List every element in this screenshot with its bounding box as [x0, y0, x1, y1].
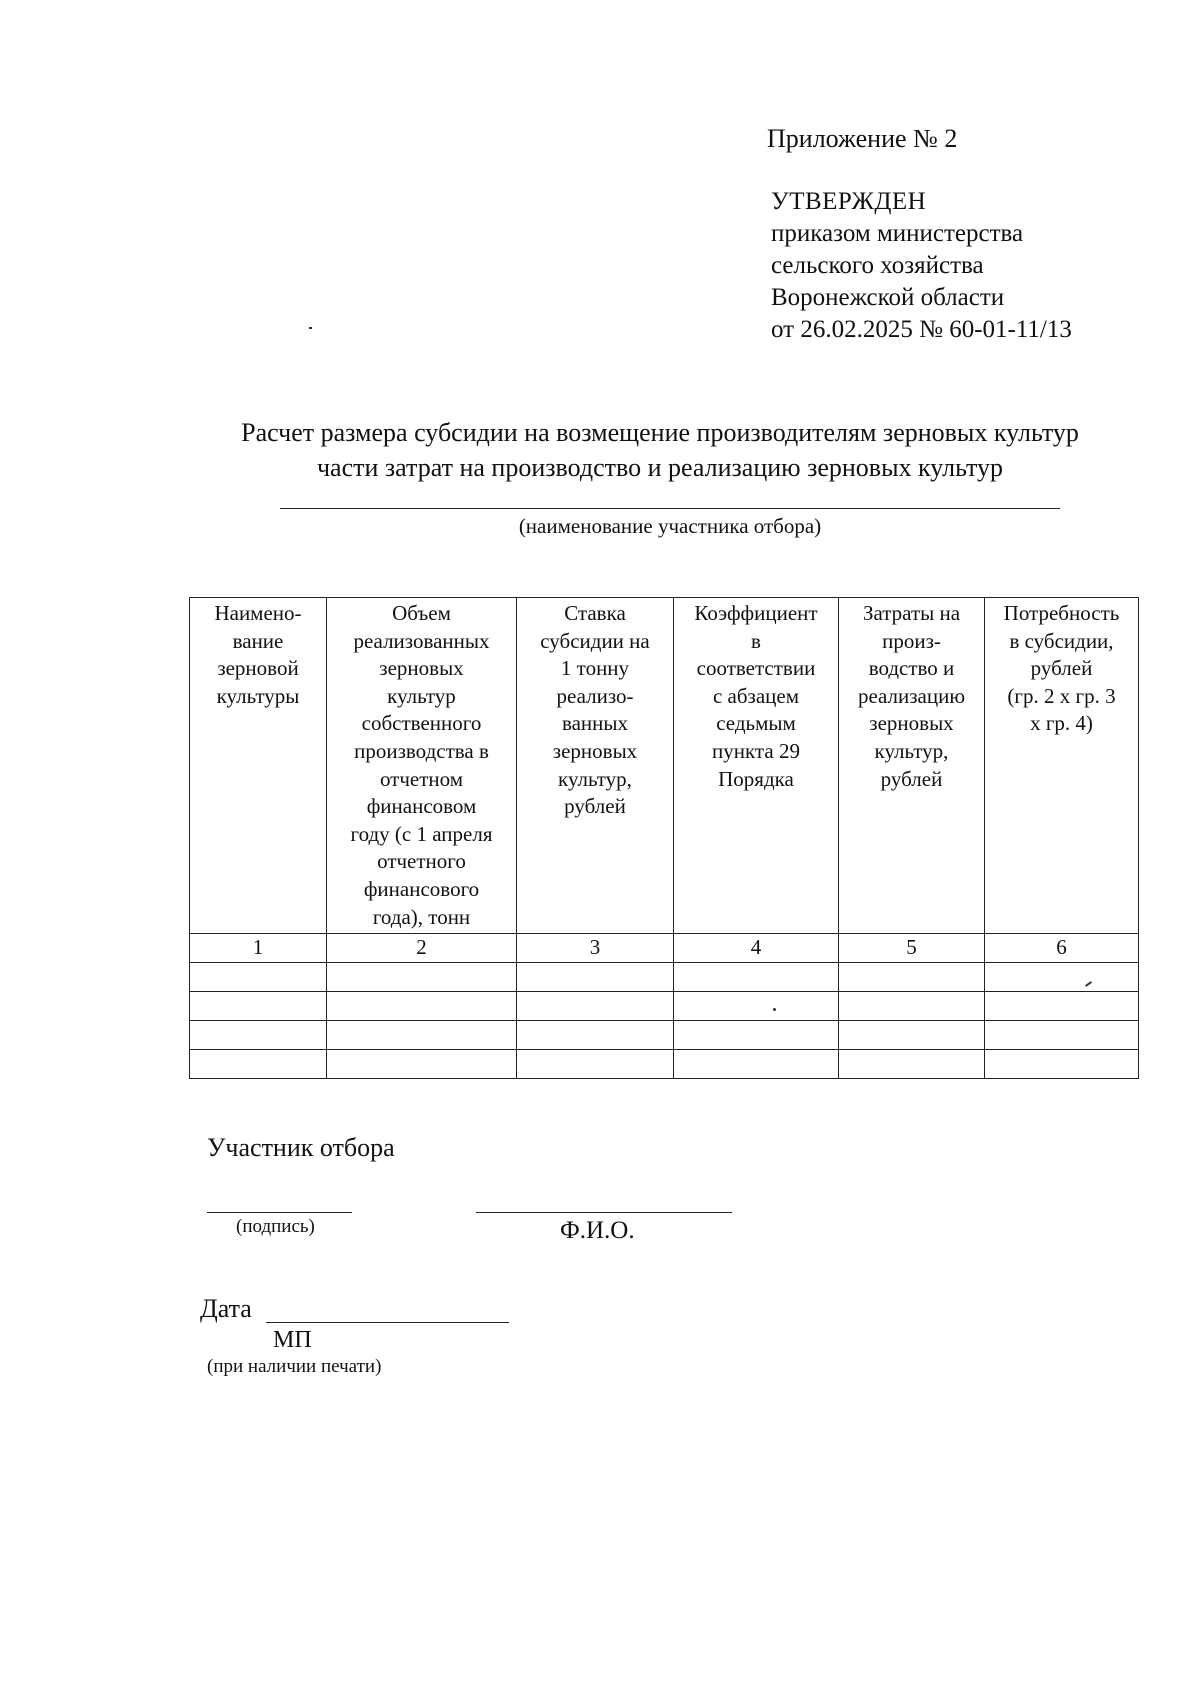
approval-line: Воронежской области [771, 284, 1005, 311]
date-label: Дата [200, 1294, 252, 1323]
table-cell[interactable] [327, 992, 517, 1021]
table-cell[interactable] [839, 992, 985, 1021]
document-title [180, 415, 1140, 485]
signature-caption: (подпись) [236, 1216, 315, 1237]
participant-label: Участник отбора [207, 1133, 395, 1162]
full-name-field[interactable] [476, 1212, 732, 1213]
table-cell[interactable] [517, 963, 674, 992]
appendix-number: Приложение № 2 [767, 124, 958, 153]
approval-line: от 26.02.2025 № 60-01-11/13 [771, 316, 1072, 343]
header-subsidy-need: Потребность в субсидии, рублей (гр. 2 х гр. 3 х гр. 4) [985, 598, 1139, 934]
subsidy-calculation-table [189, 597, 1139, 1079]
column-number-row [190, 934, 1139, 963]
table-header-row [190, 598, 1139, 934]
table-cell[interactable] [985, 1050, 1139, 1079]
stamp-note: (при наличии печати) [207, 1356, 382, 1377]
table-cell[interactable] [985, 1021, 1139, 1050]
stamp-label: МП [273, 1327, 312, 1353]
table-cell[interactable] [985, 963, 1139, 992]
table-cell[interactable] [839, 1021, 985, 1050]
table-cell[interactable] [985, 992, 1139, 1021]
table-cell[interactable] [327, 1050, 517, 1079]
column-number: 3 [517, 934, 674, 963]
column-number: 4 [674, 934, 839, 963]
table-cell[interactable] [190, 992, 327, 1021]
scan-speck [309, 327, 312, 329]
approval-line: УТВЕРЖДЕН [771, 188, 927, 215]
full-name-caption: Ф.И.О. [560, 1217, 635, 1244]
table-cell[interactable] [674, 1021, 839, 1050]
table-cell[interactable] [517, 1021, 674, 1050]
signature-field[interactable] [207, 1212, 352, 1213]
header-coefficient: Коэффициент в соответствии с абзацем седьмым пункта 29 Порядка [674, 598, 839, 934]
table-cell[interactable] [674, 1050, 839, 1079]
title-line: Расчет размера субсидии на возмещение производителям зерновых культур [241, 418, 1079, 447]
table-cell[interactable] [517, 992, 674, 1021]
table-row [190, 1021, 1139, 1050]
header-sold-volume: Объем реализованных зерновых культур собственного производства в отчетном финансовом году (с 1 апреля отчетного финансового года), тонн [327, 598, 517, 934]
table-row [190, 963, 1139, 992]
header-crop-name: Наимено- вание зерновой культуры [190, 598, 327, 934]
approval-line: приказом министерства [771, 220, 1024, 247]
approval-block [771, 186, 1072, 346]
header-subsidy-rate: Ставка субсидии на 1 тонну реализо- ванных зерновых культур, рублей [517, 598, 674, 934]
table-cell[interactable] [190, 1050, 327, 1079]
column-number: 1 [190, 934, 327, 963]
scan-speck [773, 1008, 776, 1011]
table-row [190, 1050, 1139, 1079]
date-field[interactable] [266, 1322, 509, 1323]
table-cell[interactable] [674, 992, 839, 1021]
table-cell[interactable] [517, 1050, 674, 1079]
participant-name-field[interactable] [280, 508, 1060, 509]
table-cell[interactable] [839, 1050, 985, 1079]
table-cell[interactable] [327, 963, 517, 992]
table-cell[interactable] [190, 1021, 327, 1050]
header-costs: Затраты на произ- водство и реализацию зерновых культур, рублей [839, 598, 985, 934]
table-row [190, 992, 1139, 1021]
column-number: 5 [839, 934, 985, 963]
participant-name-caption: (наименование участника отбора) [518, 514, 822, 538]
column-number: 2 [327, 934, 517, 963]
table-cell[interactable] [674, 963, 839, 992]
table-cell[interactable] [839, 963, 985, 992]
table-cell[interactable] [327, 1021, 517, 1050]
title-line: части затрат на производство и реализацию зерновых культур [316, 453, 1004, 482]
column-number: 6 [985, 934, 1139, 963]
approval-line: сельского хозяйства [771, 252, 984, 279]
table-cell[interactable] [190, 963, 327, 992]
